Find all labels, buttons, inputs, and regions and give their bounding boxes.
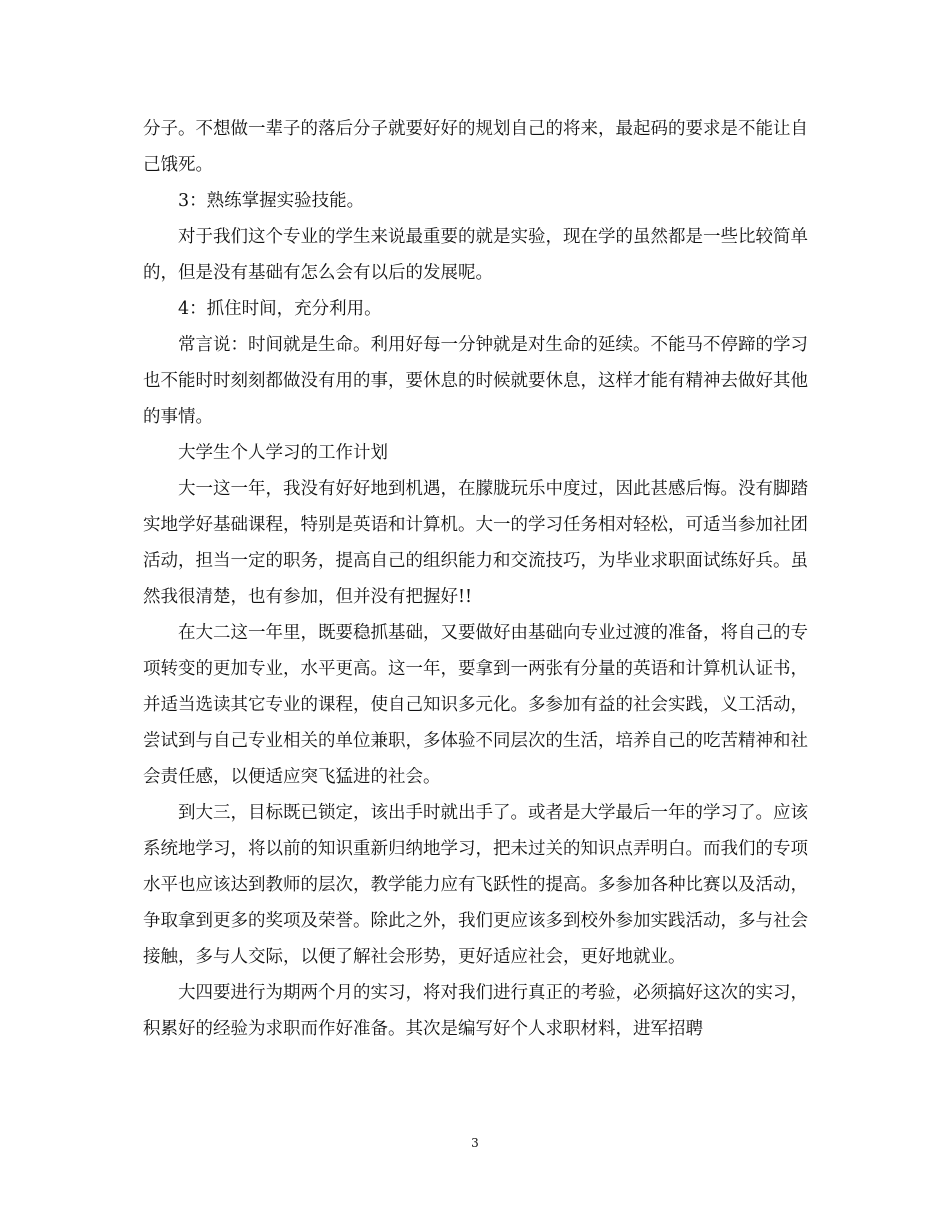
paragraph-8: 在大二这一年里，既要稳抓基础，又要做好由基础向专业过渡的准备，将自己的专项转变的更加专业，水平更高。这一年，要拿到一两张有分量的英语和计算机认证书，并适当选读其它专业的课程，使自己知识多元化。多参加有益的社会实践，义工活动，尝试到与自己专业相关的单位兼职，多体验不同层次的生活，培养自己的吃苦精神和社会责任感，以便适应突飞猛进的社会。: [143, 623, 808, 787]
paragraph-9: 到大三，目标既已锁定，该出手时就出手了。或者是大学最后一年的学习了。应该系统地学习，将以前的知识重新归纳地学习，把未过关的知识点弄明白。而我们的专项水平也应该达到教师的层次，教学能力应有飞跃性的提高。多参加各种比赛以及活动，争取拿到更多的奖项及荣誉。除此之外，我们更应该多到校外参加实践活动，多与社会接触，多与人交际，以便了解社会形势，更好适应社会，更好地就业。: [143, 803, 808, 967]
document-body: [143, 111, 808, 1047]
paragraph-2: 3：熟练掌握实验技能。: [178, 191, 365, 211]
paragraph-1: 分子。不想做一辈子的落后分子就要好好的规划自己的将来，最起码的要求是不能让自己饿死。: [143, 119, 808, 175]
paragraph-4: 4：抓住时间，充分利用。: [178, 299, 382, 319]
paragraph-10: 大四要进行为期两个月的实习，将对我们进行真正的考验，必须搞好这次的实习，积累好的经验为求职而作好准备。其次是编写好个人求职材料，进军招聘: [143, 983, 808, 1039]
page-number: 3: [471, 1136, 479, 1150]
section-heading: 大学生个人学习的工作计划: [178, 443, 388, 463]
paragraph-5: 常言说：时间就是生命。利用好每一分钟就是对生命的延续。不能马不停蹄的学习也不能时时刻刻都做没有用的事，要休息的时候就要休息，这样才能有精神去做好其他的事情。: [143, 335, 808, 427]
paragraph-3: 对于我们这个专业的学生来说最重要的就是实验，现在学的虽然都是一些比较简单的，但是没有基础有怎么会有以后的发展呢。: [143, 227, 808, 283]
paragraph-7: 大一这一年，我没有好好地到机遇，在朦胧玩乐中度过，因此甚感后悔。没有脚踏实地学好基础课程，特别是英语和计算机。大一的学习任务相对轻松，可适当参加社团活动，担当一定的职务，提高自己的组织能力和交流技巧，为毕业求职面试练好兵。虽然我很清楚，也有参加，但并没有把握好!!: [143, 479, 808, 607]
